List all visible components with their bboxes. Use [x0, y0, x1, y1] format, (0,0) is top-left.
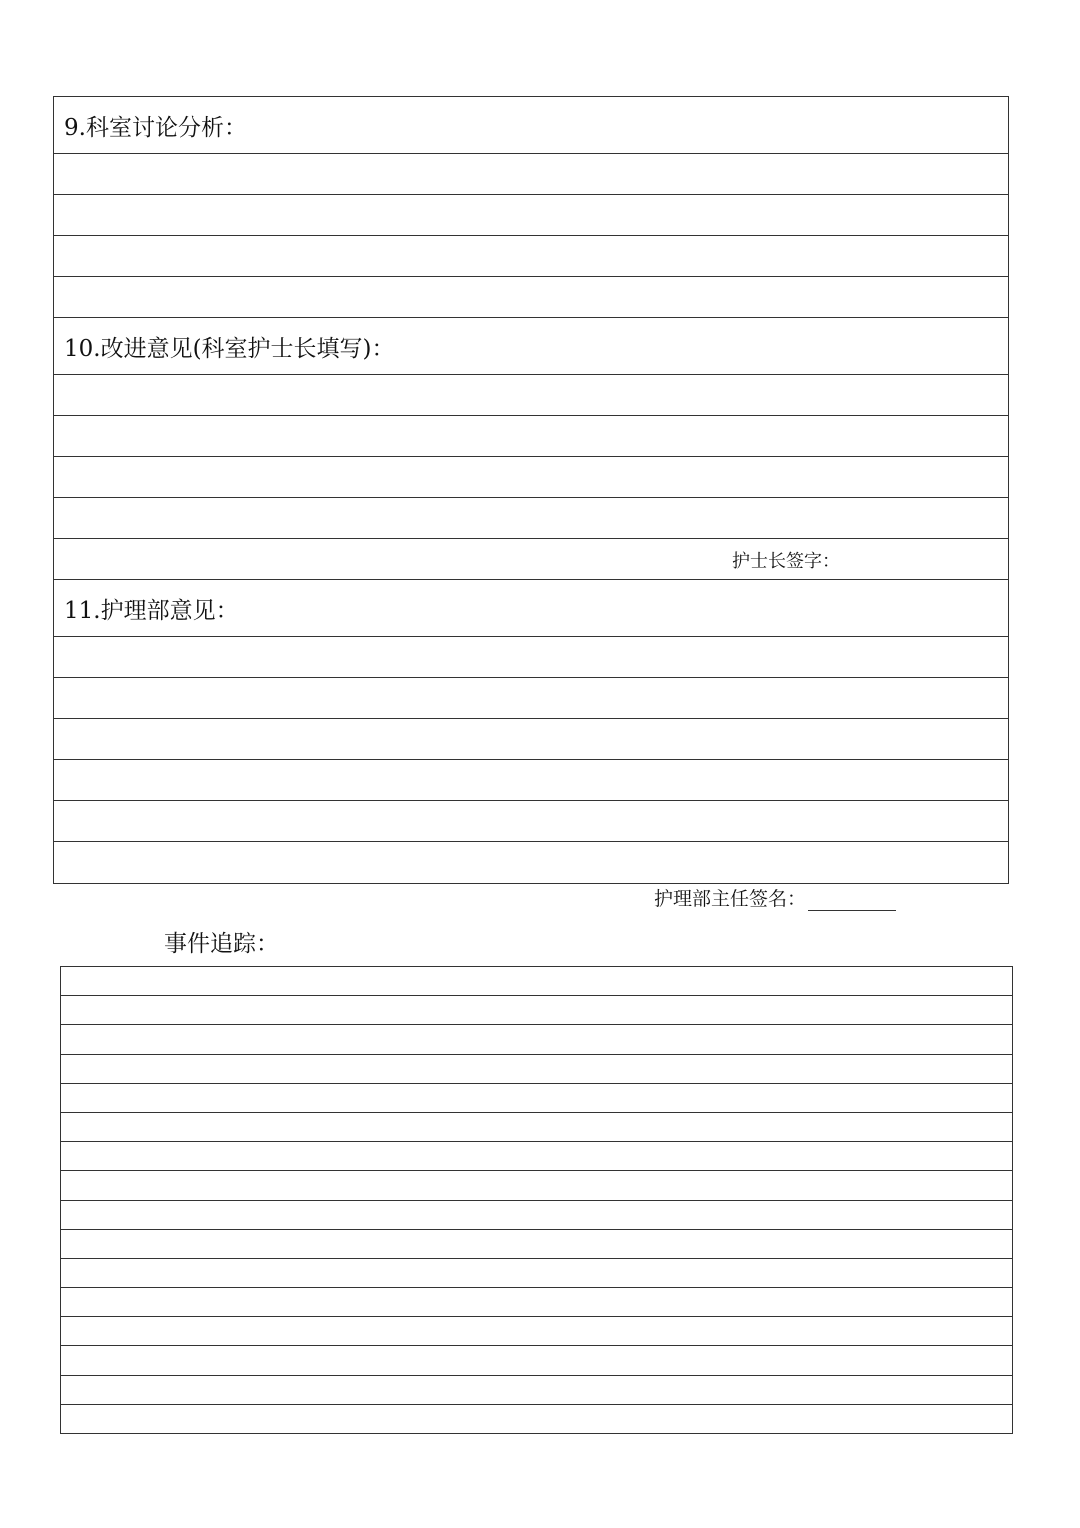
tracking-line[interactable] [61, 1346, 1012, 1375]
section-9-line[interactable] [54, 236, 1008, 277]
tracking-line[interactable] [61, 1084, 1012, 1113]
tracking-line[interactable] [61, 1405, 1012, 1434]
section-11-line[interactable] [54, 801, 1008, 842]
section-10-label: 10.改进意见(科室护士长填写)： [64, 335, 395, 362]
section-10-line[interactable] [54, 457, 1008, 498]
tracking-line[interactable] [61, 967, 1012, 996]
tracking-line[interactable] [61, 1142, 1012, 1171]
section-11-line[interactable] [54, 637, 1008, 678]
section-11-line[interactable] [54, 842, 1008, 883]
head-nurse-sign-row[interactable] [54, 539, 1008, 580]
section-10-line[interactable] [54, 498, 1008, 539]
section-9-header [54, 97, 1008, 154]
director-signature [654, 884, 896, 911]
tracking-line[interactable] [61, 996, 1012, 1025]
section-10-header [54, 318, 1008, 375]
section-11-header [54, 580, 1008, 637]
tracking-line[interactable] [61, 1201, 1012, 1230]
section-11-line[interactable] [54, 678, 1008, 719]
tracking-line[interactable] [61, 1230, 1012, 1259]
tracking-line[interactable] [61, 1025, 1012, 1054]
tracking-line[interactable] [61, 1288, 1012, 1317]
section-10-line[interactable] [54, 416, 1008, 457]
section-9-line[interactable] [54, 195, 1008, 236]
tracking-title: 事件追踪： [164, 931, 279, 957]
tracking-table [60, 966, 1013, 1434]
tracking-line[interactable] [61, 1113, 1012, 1142]
report-form-table [53, 96, 1009, 884]
section-9-line[interactable] [54, 154, 1008, 195]
director-sign-label: 护理部主任签名： [654, 888, 807, 910]
section-9-label: 9.科室讨论分析： [64, 114, 247, 141]
section-11-line[interactable] [54, 719, 1008, 760]
section-10-line[interactable] [54, 375, 1008, 416]
tracking-line[interactable] [61, 1376, 1012, 1405]
tracking-line[interactable] [61, 1171, 1012, 1200]
section-11-label: 11.护理部意见： [64, 597, 239, 624]
tracking-line[interactable] [61, 1317, 1012, 1346]
head-nurse-sign-label: 护士长签字： [732, 551, 840, 572]
director-sign-blank[interactable] [808, 890, 896, 911]
section-11-line[interactable] [54, 760, 1008, 801]
tracking-line[interactable] [61, 1259, 1012, 1288]
tracking-line[interactable] [61, 1055, 1012, 1084]
section-9-line[interactable] [54, 277, 1008, 318]
